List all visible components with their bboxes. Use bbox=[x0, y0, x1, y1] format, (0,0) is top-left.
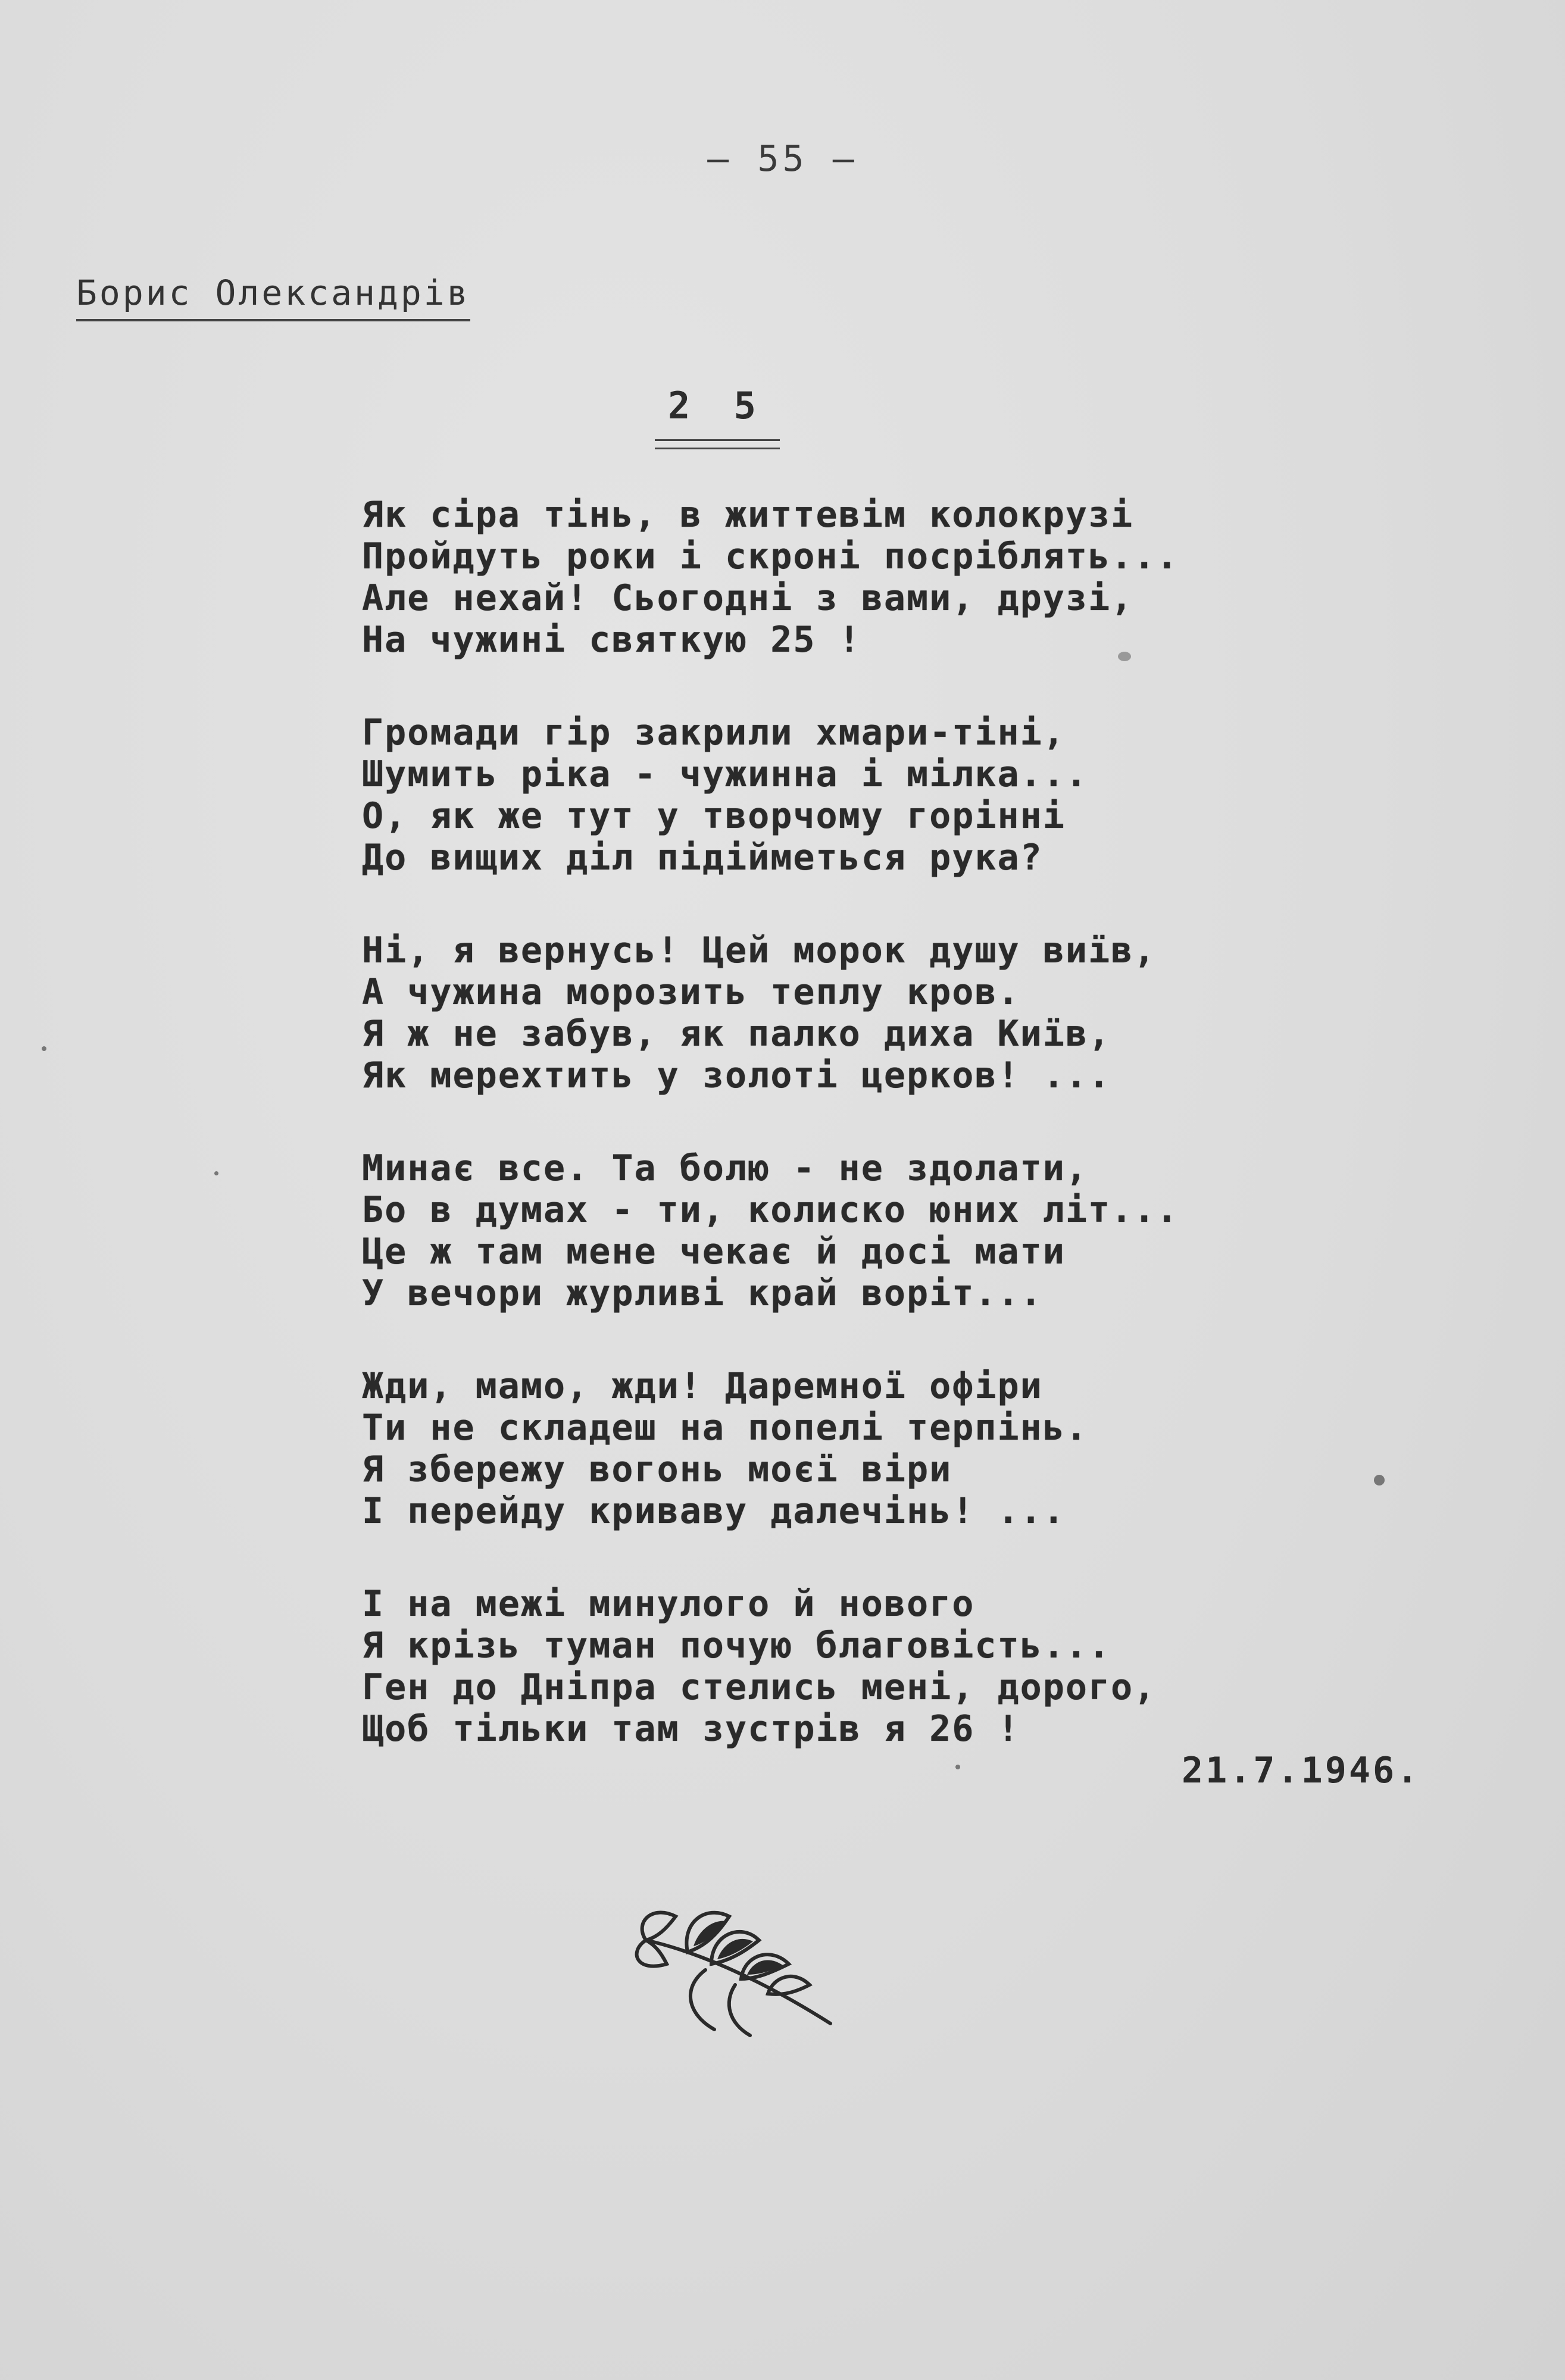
ink-speck bbox=[1374, 1475, 1385, 1485]
poem-line: І на межі минулого й нового bbox=[362, 1583, 975, 1625]
poem-line: Шумить ріка - чужинна і мілка... bbox=[362, 753, 1088, 795]
stanza bbox=[362, 712, 1291, 878]
poem-line: І перейду криваву далечінь! ... bbox=[362, 1490, 1066, 1532]
laurel-branch-icon bbox=[610, 1851, 848, 2041]
poem-line: А чужина морозить теплу кров. bbox=[362, 971, 1020, 1013]
poem-title: 2 5 bbox=[668, 384, 767, 427]
poem-line: Минає все. Та болю - не здолати, bbox=[362, 1147, 1088, 1189]
title-underline-second bbox=[655, 448, 780, 449]
poem-line: Бо в думах - ти, колиско юних літ... bbox=[362, 1189, 1179, 1231]
poem-line: О, як же тут у творчому горінні bbox=[362, 795, 1066, 837]
poem-line: Жди, мамо, жди! Даремної офіри bbox=[362, 1365, 1043, 1407]
poem-line: У вечори журливі край воріт... bbox=[362, 1272, 1043, 1314]
page-number: – 55 – bbox=[707, 138, 858, 180]
stanza bbox=[362, 494, 1291, 661]
stanza bbox=[362, 1583, 1291, 1750]
poem-line: Це ж там мене чекає й досі мати bbox=[362, 1231, 1066, 1272]
poem-line: Пройдуть роки і скроні посріблять... bbox=[362, 536, 1179, 577]
poem-line: Як мерехтить у золоті церков! ... bbox=[362, 1055, 1111, 1096]
poem-line: Але нехай! Сьогодні з вами, друзі, bbox=[362, 577, 1134, 619]
poem-line: Я крізь туман почую благовість... bbox=[362, 1625, 1111, 1666]
poem-line: Щоб тільки там зустрів я 26 ! bbox=[362, 1708, 1020, 1750]
poem-line: Ти не складеш на попелі терпінь. bbox=[362, 1407, 1088, 1449]
poem-body bbox=[362, 494, 1291, 1801]
ink-speck bbox=[955, 1765, 960, 1769]
poem-line: До вищих діл підійметься рука? bbox=[362, 837, 1043, 878]
stanza bbox=[362, 1365, 1291, 1532]
poem-date: 21.7.1946. bbox=[1182, 1750, 1421, 1791]
poem-line: Ні, я вернусь! Цей морок душу виїв, bbox=[362, 930, 1157, 971]
stanza bbox=[362, 1147, 1291, 1314]
author-name: Борис Олександрів bbox=[76, 273, 470, 321]
poem-line: На чужині святкую 25 ! bbox=[362, 619, 861, 661]
stanza bbox=[362, 930, 1291, 1096]
poem-line: Я ж не забув, як палко диха Київ, bbox=[362, 1013, 1111, 1055]
poem-line: Я збережу вогонь моєї віри bbox=[362, 1449, 952, 1490]
ink-speck bbox=[214, 1171, 218, 1175]
ink-speck bbox=[1118, 652, 1131, 661]
poem-line: Як сіра тінь, в життевім колокрузі bbox=[362, 494, 1134, 536]
ink-speck bbox=[42, 1046, 46, 1051]
poem-line: Ген до Дніпра стелись мені, дорого, bbox=[362, 1666, 1157, 1708]
title-underline bbox=[655, 439, 780, 441]
poem-line: Громади гір закрили хмари-тіні, bbox=[362, 712, 1066, 753]
